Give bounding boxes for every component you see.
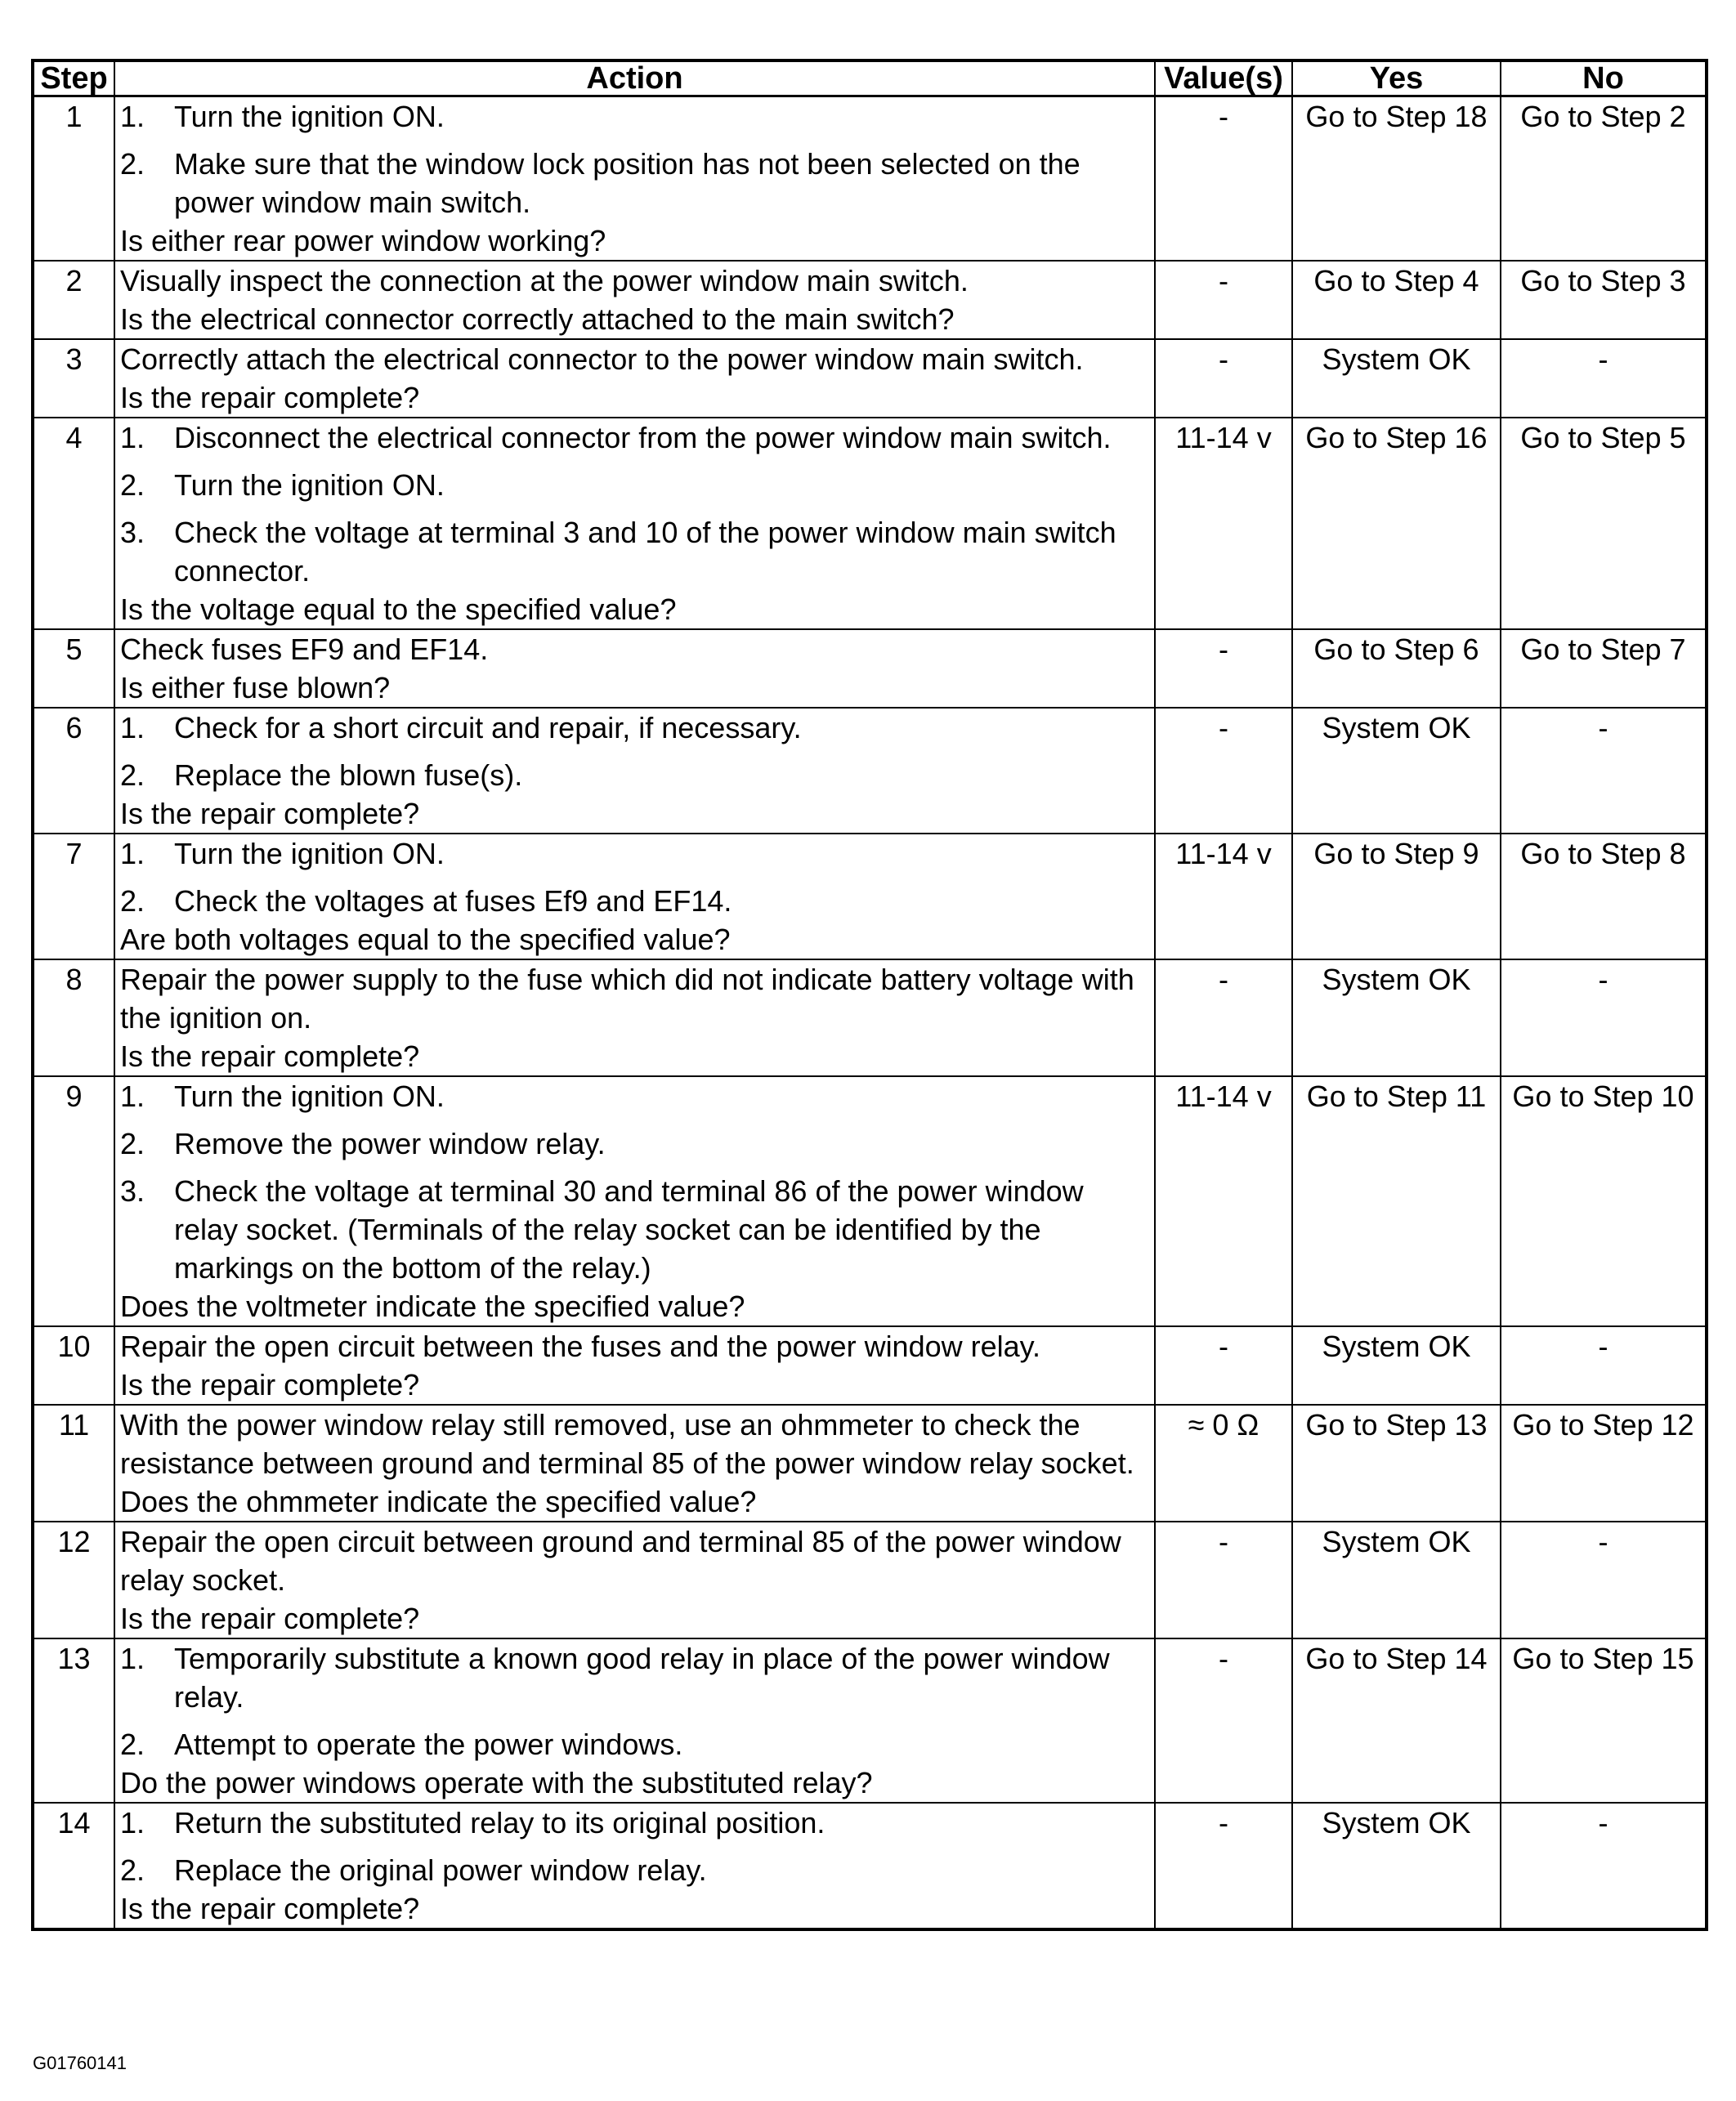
action-item-number: 2. (120, 884, 145, 918)
value-cell: - (1155, 96, 1292, 262)
yes-cell: System OK (1292, 1522, 1501, 1638)
no-cell: Go to Step 12 (1501, 1405, 1707, 1522)
yes-cell: Go to Step 9 (1292, 834, 1501, 959)
action-question: Is the repair complete? (120, 1039, 420, 1073)
yes-cell: System OK (1292, 1326, 1501, 1405)
value-cell: - (1155, 1638, 1292, 1803)
step-number: 13 (33, 1638, 114, 1803)
action-item-text: Check the voltages at fuses Ef9 and EF14. (174, 884, 732, 918)
step-number: 1 (33, 96, 114, 262)
no-cell: Go to Step 7 (1501, 629, 1707, 708)
value-cell: - (1155, 261, 1292, 339)
action-text: Repair the open circuit between ground and terminal 85 of the power window relay socket. (120, 1525, 1121, 1597)
action-item-text: Check for a short circuit and repair, if necessary. (174, 711, 802, 744)
action-item-number: 2. (120, 1127, 145, 1160)
action-item-number: 3. (120, 516, 145, 549)
action-cell (114, 834, 1155, 959)
action-question: Is the electrical connector correctly attached to the main switch? (120, 302, 955, 336)
table-header-row (33, 60, 1707, 96)
diagnostic-table-container (31, 59, 1705, 1931)
header-step: Step (33, 60, 114, 96)
action-item-text: Turn the ignition ON. (174, 837, 445, 870)
action-item-text: Turn the ignition ON. (174, 468, 445, 502)
action-cell (114, 261, 1155, 339)
value-cell: - (1155, 1803, 1292, 1929)
no-cell: - (1501, 339, 1707, 418)
action-question: Are both voltages equal to the specified value? (120, 923, 731, 956)
value-cell: - (1155, 1522, 1292, 1638)
no-cell: - (1501, 708, 1707, 834)
table-row (33, 629, 1707, 708)
action-text: Repair the open circuit between the fuses and the power window relay. (120, 1330, 1040, 1363)
action-item-number: 1. (120, 100, 145, 133)
table-row (33, 959, 1707, 1076)
step-number: 2 (33, 261, 114, 339)
action-item-number: 3. (120, 1174, 145, 1208)
no-cell: Go to Step 15 (1501, 1638, 1707, 1803)
action-cell (114, 959, 1155, 1076)
action-item-text: Replace the original power window relay. (174, 1853, 707, 1887)
action-item-text: Turn the ignition ON. (174, 100, 445, 133)
action-question: Is the voltage equal to the specified value? (120, 592, 677, 626)
action-item-number: 1. (120, 1642, 145, 1675)
action-item-text: Replace the blown fuse(s). (174, 758, 523, 792)
action-item-text: Attempt to operate the power windows. (174, 1728, 683, 1761)
table-row (33, 834, 1707, 959)
table-row (33, 1522, 1707, 1638)
action-cell (114, 339, 1155, 418)
action-item-text: Return the substituted relay to its original position. (174, 1806, 825, 1839)
yes-cell: Go to Step 6 (1292, 629, 1501, 708)
table-row (33, 418, 1707, 629)
action-cell (114, 1326, 1155, 1405)
value-cell: 11-14 v (1155, 834, 1292, 959)
action-list-item (120, 1124, 1154, 1163)
action-question: Does the voltmeter indicate the specified value? (120, 1290, 745, 1323)
table-row (33, 1076, 1707, 1326)
value-cell: 11-14 v (1155, 1076, 1292, 1326)
action-list-item (120, 1172, 1154, 1287)
action-cell (114, 629, 1155, 708)
action-cell (114, 1522, 1155, 1638)
header-no: No (1501, 60, 1707, 96)
step-number: 14 (33, 1803, 114, 1929)
action-question: Is the repair complete? (120, 1368, 420, 1401)
no-cell: - (1501, 1522, 1707, 1638)
step-number: 6 (33, 708, 114, 834)
header-yes: Yes (1292, 60, 1501, 96)
action-cell (114, 1638, 1155, 1803)
table-row (33, 1803, 1707, 1929)
no-cell: Go to Step 8 (1501, 834, 1707, 959)
action-text: Check fuses EF9 and EF14. (120, 633, 489, 666)
yes-cell: Go to Step 13 (1292, 1405, 1501, 1522)
step-number: 12 (33, 1522, 114, 1638)
action-list-item (120, 1725, 1154, 1763)
action-item-number: 1. (120, 421, 145, 454)
yes-cell: Go to Step 14 (1292, 1638, 1501, 1803)
action-item-number: 2. (120, 147, 145, 181)
action-cell (114, 1076, 1155, 1326)
action-question: Is either rear power window working? (120, 224, 606, 257)
value-cell: - (1155, 629, 1292, 708)
action-list-item (120, 145, 1154, 221)
step-number: 3 (33, 339, 114, 418)
action-list-item (120, 709, 1154, 747)
step-number: 9 (33, 1076, 114, 1326)
action-list-item (120, 834, 1154, 873)
action-cell (114, 1405, 1155, 1522)
action-item-text: Turn the ignition ON. (174, 1080, 445, 1113)
action-item-number: 2. (120, 1853, 145, 1887)
yes-cell: Go to Step 4 (1292, 261, 1501, 339)
action-item-number: 2. (120, 758, 145, 792)
action-item-text: Disconnect the electrical connector from the power window main switch. (174, 421, 1112, 454)
header-values: Value(s) (1155, 60, 1292, 96)
action-item-number: 2. (120, 468, 145, 502)
no-cell: Go to Step 3 (1501, 261, 1707, 339)
action-list-item (120, 1804, 1154, 1842)
action-question: Is the repair complete? (120, 797, 420, 830)
value-cell: - (1155, 708, 1292, 834)
action-list-item (120, 756, 1154, 794)
action-list-item (120, 1077, 1154, 1115)
no-cell: Go to Step 2 (1501, 96, 1707, 262)
yes-cell: System OK (1292, 339, 1501, 418)
action-question: Is either fuse blown? (120, 671, 391, 704)
yes-cell: Go to Step 16 (1292, 418, 1501, 629)
action-text: Visually inspect the connection at the power window main switch. (120, 264, 969, 297)
action-question: Does the ohmmeter indicate the specified value? (120, 1485, 757, 1518)
step-number: 4 (33, 418, 114, 629)
action-list-item (120, 466, 1154, 504)
action-text: Repair the power supply to the fuse which did not indicate battery voltage with the ignition on. (120, 963, 1134, 1035)
action-item-number: 1. (120, 1080, 145, 1113)
value-cell: - (1155, 959, 1292, 1076)
action-question: Is the repair complete? (120, 1602, 420, 1635)
action-item-number: 1. (120, 1806, 145, 1839)
diagnostic-table (31, 59, 1708, 1931)
action-list-item (120, 97, 1154, 136)
value-cell: 11-14 v (1155, 418, 1292, 629)
table-row (33, 1326, 1707, 1405)
table-row (33, 261, 1707, 339)
action-question: Is the repair complete? (120, 381, 420, 414)
action-question: Is the repair complete? (120, 1892, 420, 1925)
action-cell (114, 96, 1155, 262)
no-cell: - (1501, 1803, 1707, 1929)
action-item-number: 2. (120, 1728, 145, 1761)
header-action: Action (114, 60, 1155, 96)
figure-code: G01760141 (33, 2053, 127, 2073)
step-number: 5 (33, 629, 114, 708)
action-text: With the power window relay still removed, use an ohmmeter to check the resistance between ground and terminal 85 of the power window relay socket. (120, 1408, 1134, 1480)
value-cell: - (1155, 339, 1292, 418)
table-row (33, 1405, 1707, 1522)
step-number: 10 (33, 1326, 114, 1405)
table-row (33, 339, 1707, 418)
step-number: 8 (33, 959, 114, 1076)
yes-cell: System OK (1292, 708, 1501, 834)
yes-cell: System OK (1292, 1803, 1501, 1929)
no-cell: - (1501, 959, 1707, 1076)
value-cell: - (1155, 1326, 1292, 1405)
table-body (33, 96, 1707, 1930)
action-cell (114, 418, 1155, 629)
action-item-text: Temporarily substitute a known good relay in place of the power window relay. (174, 1642, 1110, 1714)
no-cell: - (1501, 1326, 1707, 1405)
action-list-item (120, 882, 1154, 920)
table-row (33, 96, 1707, 262)
action-item-number: 1. (120, 837, 145, 870)
action-list-item (120, 418, 1154, 457)
value-cell: ≈ 0 Ω (1155, 1405, 1292, 1522)
action-text: Correctly attach the electrical connector to the power window main switch. (120, 342, 1084, 376)
step-number: 11 (33, 1405, 114, 1522)
action-list-item (120, 1851, 1154, 1889)
table-row (33, 1638, 1707, 1803)
action-item-number: 1. (120, 711, 145, 744)
no-cell: Go to Step 10 (1501, 1076, 1707, 1326)
action-item-text: Remove the power window relay. (174, 1127, 606, 1160)
yes-cell: Go to Step 18 (1292, 96, 1501, 262)
step-number: 7 (33, 834, 114, 959)
action-list-item (120, 1639, 1154, 1716)
action-cell (114, 1803, 1155, 1929)
action-item-text: Check the voltage at terminal 30 and terminal 86 of the power window relay socket. (Terminals of the relay socket can be identified by the markings on the bottom of the relay.) (174, 1174, 1084, 1285)
action-question: Do the power windows operate with the substituted relay? (120, 1766, 873, 1799)
action-item-text: Make sure that the window lock position has not been selected on the power window main switch. (174, 147, 1081, 219)
table-row (33, 708, 1707, 834)
action-list-item (120, 513, 1154, 590)
yes-cell: Go to Step 11 (1292, 1076, 1501, 1326)
action-cell (114, 708, 1155, 834)
yes-cell: System OK (1292, 959, 1501, 1076)
no-cell: Go to Step 5 (1501, 418, 1707, 629)
action-item-text: Check the voltage at terminal 3 and 10 of the power window main switch connector. (174, 516, 1116, 588)
